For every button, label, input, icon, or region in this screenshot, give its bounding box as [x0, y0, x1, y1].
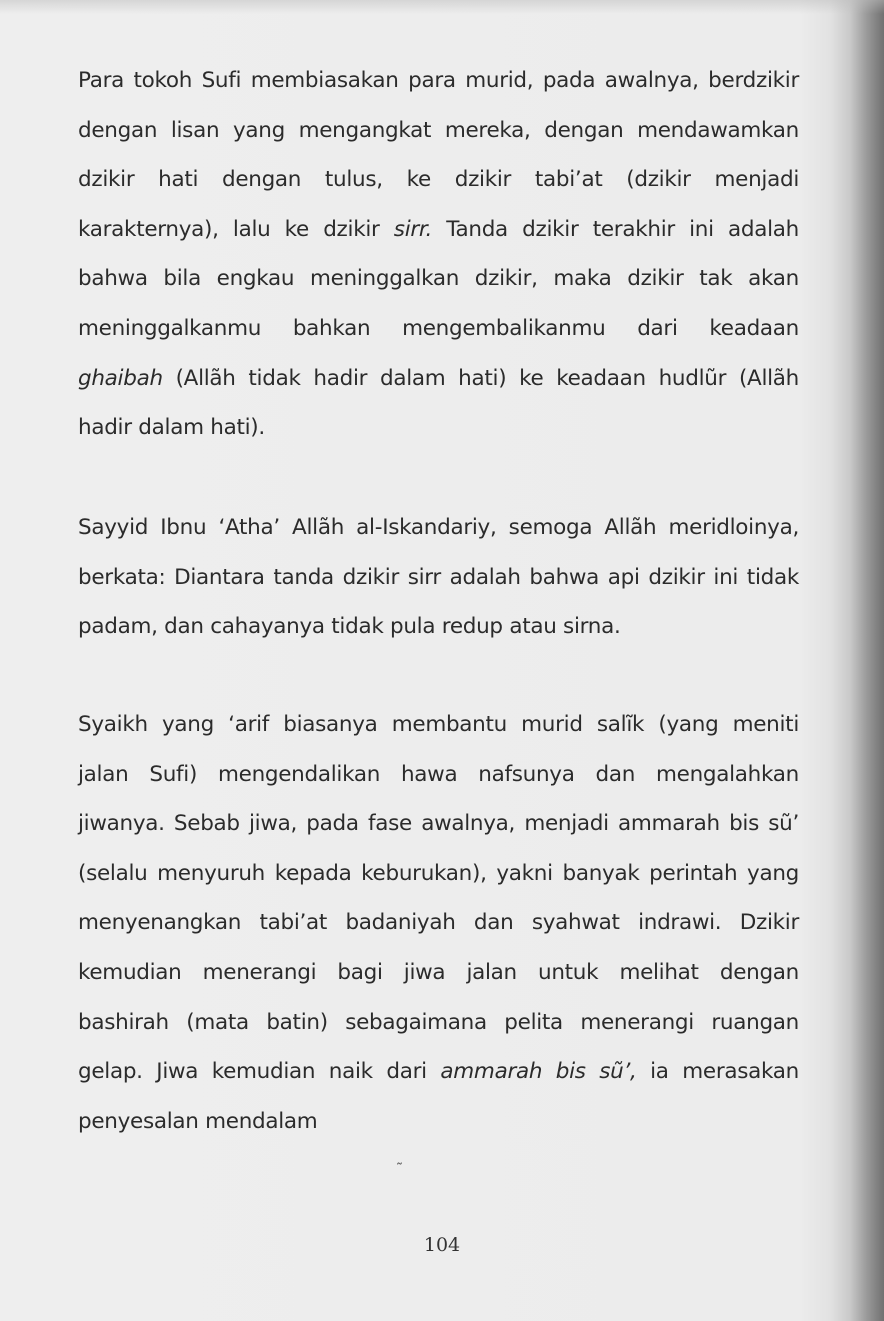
text-run: ia merasakan: [636, 1059, 799, 1085]
text-line: [78, 205, 799, 255]
text-line: [78, 403, 799, 453]
text-line: [78, 948, 799, 998]
page-number: 104: [423, 1234, 461, 1256]
text-line: [78, 799, 799, 849]
text-run: Para tokoh Sufi membiasakan para murid, pada awalnya, berdzikir: [78, 68, 799, 93]
text-run: Syaikh yang ‘arif biasanya membantu murid salĩk (yang meniti: [78, 712, 799, 737]
text-line: [78, 354, 799, 404]
stray-ink-mark: ˷: [396, 1150, 403, 1166]
text-line: [78, 155, 799, 205]
text-line: [78, 254, 799, 304]
text-line: [78, 56, 799, 106]
italic-term: sirr.: [393, 216, 433, 242]
text-line: [78, 553, 799, 603]
text-run: (Allãh tidak hadir dalam hati) ke keadaan hudlũr (Allãh: [162, 365, 799, 391]
text-run: penyesalan mendalam: [78, 1108, 318, 1134]
text-run: jalan Sufi) mengendalikan hawa nafsunya dan mengalahkan: [78, 761, 799, 787]
text-line: [78, 503, 799, 553]
text-line: [78, 1097, 799, 1147]
text-run: padam, dan cahayanya tidak pula redup atau sirna.: [78, 614, 621, 640]
text-run: bashirah (mata batin) sebagaimana pelita menerangi ruangan: [78, 1009, 799, 1035]
text-run: (selalu menyuruh kepada keburukan), yakni banyak perintah yang: [78, 860, 799, 886]
text-run: dzikir hati dengan tulus, ke dzikir tabi’at (dzikir menjadi: [78, 167, 799, 193]
italic-term: ghaibah: [78, 365, 163, 391]
text-line: [78, 750, 799, 800]
text-run: bahwa bila engkau meninggalkan dzikir, maka dzikir tak akan: [78, 266, 799, 292]
text-run: karakternya), lalu ke dzikir: [78, 216, 394, 242]
text-run: berkata: Diantara tanda dzikir sirr adalah bahwa api dzikir ini tidak: [78, 564, 799, 590]
text-line: [78, 700, 799, 750]
text-run: gelap. Jiwa kemudian naik dari: [78, 1059, 441, 1085]
paragraph-2: [78, 503, 799, 652]
text-run: menyenangkan tabi’at badaniyah dan syahwat indrawi. Dzikir: [78, 910, 799, 936]
italic-term: ammarah bis sũ’,: [440, 1059, 637, 1085]
text-run: meninggalkanmu bahkan mengembalikanmu dari keadaan: [78, 315, 799, 341]
text-line: [78, 304, 799, 354]
text-line: [78, 602, 799, 652]
text-line: [78, 898, 799, 948]
text-run: dengan lisan yang mengangkat mereka, dengan mendawamkan: [78, 117, 799, 143]
text-run: hadir dalam hati).: [78, 415, 265, 441]
text-line: [78, 106, 799, 156]
paragraph-3: [78, 700, 799, 1146]
text-line: [78, 849, 799, 899]
text-run: Tanda dzikir terakhir ini adalah: [432, 216, 799, 242]
text-line: [78, 1047, 799, 1097]
text-run: Sayyid Ibnu ‘Atha’ Allãh al-Iskandariy, semoga Allãh meridloinya,: [78, 515, 799, 540]
page-top-shadow: [0, 0, 884, 14]
text-line: [78, 998, 799, 1048]
paragraph-1: [78, 56, 799, 453]
text-run: kemudian menerangi bagi jiwa jalan untuk melihat dengan: [78, 959, 799, 985]
text-run: jiwanya. Sebab jiwa, pada fase awalnya, menjadi ammarah bis sũ’: [78, 811, 799, 837]
